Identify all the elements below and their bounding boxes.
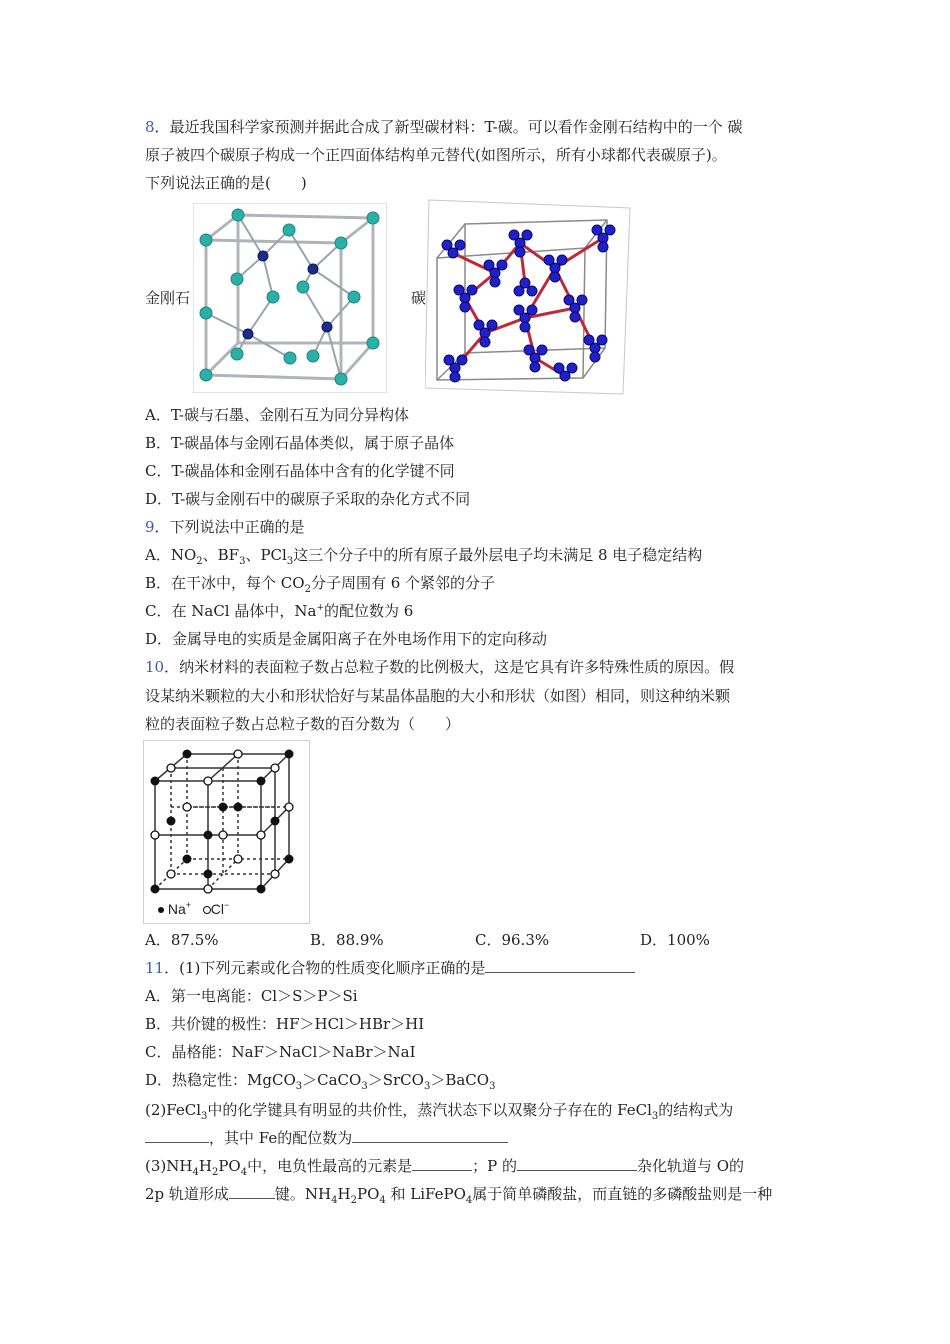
q11-blank-coordination[interactable] [352, 1128, 508, 1143]
cl-legend-icon [203, 906, 211, 914]
nacl-cell-figure [143, 740, 310, 924]
nacl-legend: Na+ Cl− [158, 901, 229, 917]
q8-line1: 8．最近我国科学家预测并据此合成了新型碳材料：T-碳。可以看作金刚石结构中的一个 碳 [145, 118, 743, 136]
q8-line2: 原子被四个碳原子构成一个正四面体结构单元替代(如图所示，所有小球都代表碳原子)。 [145, 146, 727, 164]
q8-option-c: C．T-碳晶体和金刚石晶体中含有的化学键不同 [145, 462, 455, 480]
diamond-structure-figure [193, 203, 387, 393]
t-carbon-label: 碳 [411, 289, 427, 307]
q11-blank-bond[interactable] [229, 1184, 275, 1199]
t-carbon-structure-figure [425, 198, 632, 396]
q10-line3: 粒的表面粒子数占总粒子数的百分数为（ ） [145, 715, 461, 733]
q11-part3: $(3)NH_4H_2PO_4$中，电负性最高的元素是 ；P 的 杂化轨道与 O的 [145, 1157, 745, 1178]
na-legend-icon [158, 907, 164, 913]
q8-option-a: A．T-碳与石墨、金刚石互为同分异构体 [145, 406, 409, 424]
q9-option-d: D．金属导电的实质是金属阳离子在外电场作用下的定向移动 [145, 630, 548, 648]
q10-line1: 10．纳米材料的表面粒子数占总粒子数的比例极大，这是它具有许多特殊性质的原因。假 [145, 658, 735, 676]
q9-stem: 9．下列说法中正确的是 [145, 518, 305, 536]
q11-part2-cont: ，其中 Fe的配位数为 [145, 1128, 508, 1148]
q8-number: 8 [145, 118, 155, 136]
q8-option-d: D．T-碳与金刚石中的碳原子采取的杂化方式不同 [145, 490, 471, 508]
q10-line2: 设某纳米颗粒的大小和形状恰好与某晶体晶胞的大小和形状（如图）相同，则这种纳米颗 [145, 687, 731, 705]
q11-stem: 11．(1)下列元素或化合物的性质变化顺序正确的是 [145, 958, 635, 978]
q10-option-b: B．88.9% [310, 931, 384, 949]
q9-option-a: A．$NO_2$、$BF_3$、PCl$_3$这三个分子中的所有原子最外层电子均未满足 8 电子稳定结构 [145, 546, 703, 567]
q11-blank-electronegativity[interactable] [412, 1156, 472, 1171]
q11-part2: (2)FeCl$_3$中的化学键具有明显的共价性，蒸汽状态下以双聚分子存在的 FeCl$_3$的结构式为 [145, 1101, 734, 1122]
q8-option-b: B．T-碳晶体与金刚石晶体类似，属于原子晶体 [145, 434, 455, 452]
q8-line3: 下列说法正确的是( ) [145, 174, 307, 192]
q9-option-c: C．在 NaCl 晶体中，Na+的配位数为 6 [145, 602, 414, 620]
q10-option-c: C．96.3% [475, 931, 550, 949]
q9-number: 9 [145, 518, 155, 536]
nacl-cell-drawing [144, 741, 309, 901]
diamond-label: 金刚石 [145, 289, 191, 307]
q11-blank-1[interactable] [485, 958, 635, 973]
q11-blank-hybrid[interactable] [517, 1156, 637, 1171]
q10-option-a: A．87.5% [145, 931, 219, 949]
q11-option-a: A．第一电离能：Cl＞S＞P＞Si [145, 987, 358, 1005]
q11-part4: 2p 轨道形成 键。$NH_4H_2PO_4$ 和 LiFePO$_4$属于简单磷酸盐，而直链的多磷酸盐则是一种 [145, 1185, 773, 1206]
q11-option-d: D．热稳定性：MgCO$_3$＞CaCO$_3$＞SrCO$_3$＞BaCO$_3$ [145, 1071, 496, 1092]
q11-option-c: C．晶格能：NaF＞NaCl＞NaBr＞NaI [145, 1043, 416, 1061]
q10-option-d: D．100% [640, 931, 710, 949]
q10-number: 10 [145, 658, 165, 676]
q9-option-b: B．在干冰中，每个 $CO_2$分子周围有 6 个紧邻的分子 [145, 574, 496, 595]
q11-number: 11 [145, 959, 165, 977]
q11-blank-structure[interactable] [145, 1128, 209, 1143]
q11-option-b: B．共价键的极性：HF＞HCl＞HBr＞HI [145, 1015, 425, 1033]
